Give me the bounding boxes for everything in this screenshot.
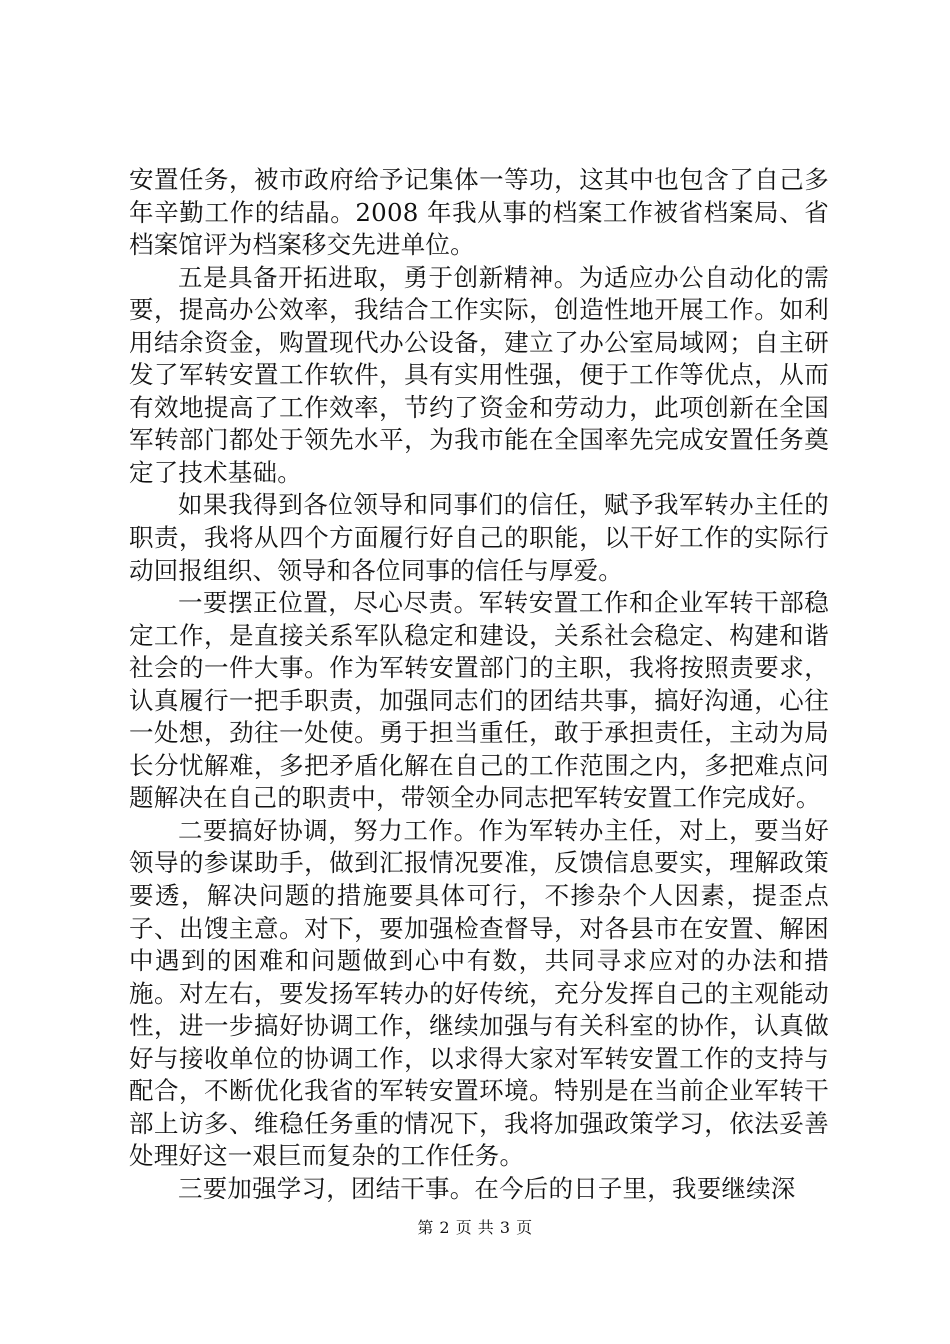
page-footer: 第 2 页 共 3 页 bbox=[417, 1218, 533, 1237]
document-body bbox=[129, 164, 829, 1206]
paragraph-5: 二要搞好协调，努力工作。作为军转办主任，对上，要当好领导的参谋助手，做到汇报情况要准，反馈信息要实，理解政策要透，解决问题的措施要具体可行，不掺杂个人因素，提歪点子、出馊主意。对下，要加强检查督导，对各县市在安置、解困中遇到的困难和问题做到心中有数，共同寻求应对的办法和措施。对左右，要发扬军转办的好传统，充分发挥自己的主观能动性，进一步搞好协调工作，继续加强与有关科室的协作，认真做好与接收单位的协调工作，以求得大家对军转安置工作的支持与配合，不断优化我省的军转安置环境。特别是在当前企业军转干部上访多、维稳任务重的情况下，我将加强政策学习，依法妥善处理好这一艰巨而复杂的工作任务。 bbox=[129, 815, 829, 1171]
paragraph-4: 一要摆正位置，尽心尽责。军转安置工作和企业军转干部稳定工作，是直接关系军队稳定和建设，关系社会稳定、构建和谐社会的一件大事。作为军转安置部门的主职，我将按照责要求，认真履行一把手职责，加强同志们的团结共事，搞好沟通，心往一处想，劲往一处使。勇于担当重任，敢于承担责任，主动为局长分忧解难，多把矛盾化解在自己的工作范围之内，多把难点问题解决在自己的职责中，带领全办同志把军转安置工作完成好。 bbox=[129, 588, 829, 813]
paragraph-2: 五是具备开拓进取，勇于创新精神。为适应办公自动化的需要，提高办公效率，我结合工作实际，创造性地开展工作。如利用结余资金，购置现代办公设备，建立了办公室局域网；自主研发了军转安置工作软件，具有实用性强，便于工作等优点，从而有效地提高了工作效率，节约了资金和劳动力，此项创新在全国军转部门都处于领先水平，为我市能在全国率先完成安置任务奠定了技术基础。 bbox=[129, 262, 829, 487]
paragraph-3: 如果我得到各位领导和同事们的信任，赋予我军转办主任的职责，我将从四个方面履行好自己的职能，以干好工作的实际行动回报组织、领导和各位同事的信任与厚爱。 bbox=[129, 490, 829, 585]
paragraph-1: 安置任务，被市政府给予记集体一等功，这其中也包含了自己多年辛勤工作的结晶。2008 年我从事的档案工作被省档案局、省档案馆评为档案移交先进单位。 bbox=[129, 165, 829, 260]
paragraph-6: 三要加强学习，团结干事。在今后的日子里，我要继续深 bbox=[178, 1173, 796, 1203]
